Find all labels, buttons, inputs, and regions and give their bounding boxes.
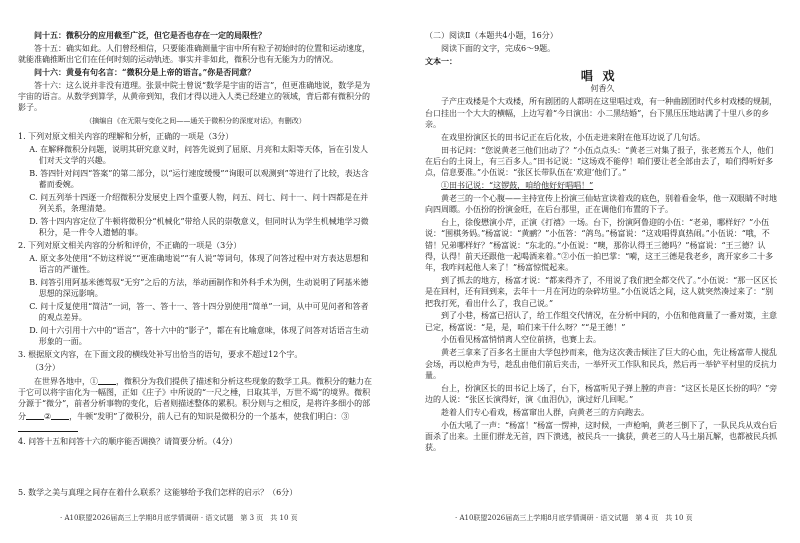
q2-option-a: A. 原文多处使用“不妨这样说”“更准确地说”“有人说”等词句，体现了问答过程中对方表达思想和语言的严谨性。 (29, 253, 369, 275)
page-3-column (18, 30, 373, 500)
story-paragraph: 田书记问：“您说黄老三他们出动了？”小伍点点头：“黄老三对集了报子，张老蔫五个人，他们在后台的土岗上，有三百多人。”田书记说：“这场戏不能停！咱们要让老全部由去了，咱们得听好多点，信息要准。”小伍说：“张区长带队伍在‘欢迎’他们了。” (425, 145, 774, 178)
page-4-column (425, 30, 780, 455)
blank-3[interactable]: ③ (18, 412, 349, 433)
reading-instruction: 阅读下面的文字，完成6～9题。 (441, 43, 556, 53)
a15-paragraph: 答十五：确实如此。人们曾经相信，只要能准确测量宇宙中所有粒子初始时的位置和运动速度，就能准确推断出它们在任何时刻的运动轨迹。事实并非如此，微积分也有无能为力的情况。 (18, 43, 370, 65)
story-paragraph: 小伍看见杨富悄悄离人空位前挤，也赛上去。 (441, 335, 601, 345)
question-2: 2. 下列对原文相关内容的分析和评价，不正确的一项是（3分） (18, 241, 242, 251)
blank-2[interactable]: ② (26, 412, 69, 421)
q16-heading: 问十六：黄曼有句名言：“微积分是上帝的语言。”你是否同意？ (34, 66, 256, 77)
q2-option-d: D. 问十六引用十六中的“语言”，答十六中的“影子”，都在有比喻意味，体现了问答对话语言生动形象的一面。 (29, 326, 369, 347)
q3-passage: 在世界各地中，① ，微积分为我们提供了描述和分析这些现象的数学工具。微积分的魅力在于它可以将宇宙化为一幅图，正如《庄子》中所说的“一尺之棰，日取其半，万世不竭”的境界。微积分源于“微分”，前者分析事物的变化，后者则描述整体的累积。积分则与之相反，是将许多细小的部分 ② ，牛顿“发明”了微积分，前人已有的知识是微积分的一个基本，使我们明白：③ (18, 375, 373, 434)
page-4-footer: · A10联盟2026届高三上学期8月底学情调研 · 语文试题 第 4 页 共 10 页 (455, 514, 693, 522)
question-1: 1. 下列对原文相关内容的理解和分析，正确的一项是（3分） (18, 131, 234, 141)
section-heading: （二）阅读Ⅱ（本题共4小题，16分） (425, 31, 558, 40)
q1-option-c: C. 问五列举十四逐一介绍微积分发展史上四个重要人物，问五、问七、问十一、问十四都是在并列关系，条理清楚。 (29, 192, 369, 214)
q2-option-b: B. 问答引用阿基米德驾驭“无穷”之后的方法，举动画制作和外科手术为例，生动说明了阿基米德思想的深远影响。 (29, 277, 369, 299)
story-title: 唱戏 (580, 68, 625, 83)
story-paragraph: 在戏里扮演区长的田书记正在后化妆，小伍走进来附在他耳边说了几句话。 (441, 132, 705, 142)
q15-heading: 问十五：微积分的应用截至广泛，但它是否也存在一定的局限性？ (34, 30, 266, 40)
blank-1[interactable]: ① (90, 377, 116, 386)
story-paragraph: 台上，徐俊懋演小芹，正演《打禧》一场。台下，扮演阿鲁迎的小伍：“老弟，哪样好？”小伍说：“围棋务妈。”杨富说：“黄鹂？”小伍答：“鸽鸟。”杨富说：“这戏唱得真热闹。”小伍说：“哦，不错！兄弟哪样好？”杨富说：“东北的。”小伍说：“噢，那你认得王三德吗？”杨富说：“王三德？认得，认得！前天还跟他一起喝酒来着。”②小伍一拍巴掌：“嗬，这王三德是我老乡，离开家乡二十多年，我咋问起他人来了！”杨富惊慌起来。 (425, 217, 774, 273)
story-paragraph: 小伍大吼了一声：“杨富！”杨富一愣神，这时候，一声枪响，黄老三倒下了，一队民兵从戏台后面杀了出来。土匪们群龙无首，四下溃逃，被民兵一一擒获，黄老三的人马土崩瓦解，也都被民兵抓获。 (425, 420, 778, 453)
q1-option-d: D. 答十四内容定位了牛顿将微积分“机械化”带给人民的崇敬意义，但同时认为学生机械地学习微积分，是一件令人遗憾的事。 (29, 216, 369, 238)
page-3-footer: · A10联盟2026届高三上学期8月底学情调研 · 语文试题 第 3 页 共 10 页 (60, 514, 298, 522)
story-paragraph: 趁着人们专心看戏，杨富窜出人群，向黄老三的方向跑去。 (441, 407, 649, 417)
story-paragraph: 黄老三拿来了百多名土匪由大学包抄而来，他为这次袭击倾注了巨大的心血，先让杨富带人搅乱会场，再以枪声为号，趁乱由他们前后夹击，一举歼灭工作队和民兵，然后再一举铲平村里的反抗力量。 (425, 348, 777, 380)
story-paragraph: 台上，扮演区长的田书记上场了，台下，杨富听见子弹上膛的声音：“这区长是区长扮的吗？”旁边的人说：“张区长演得好，演《血泪仇》，演过好几回呢。” (425, 383, 778, 404)
story-paragraph: 黄老三的一个心腹——主持宣传上扮演三仙姑宣读着戏的底色，别着看金华，他一双眼睛不时地向四周瞟。小伍扮的扮演金旺，在后台那里，正在调他们布置的下子。 (425, 193, 777, 215)
q3-score: （3分） (30, 363, 60, 373)
story-paragraph: 到了抓去的地方，杨富才说：“都来得齐了，不用说了我们把全都交代了。”小伍说：“那一区区长是在回村，还有回到来，去年十一月在河边的杂碎坊里。”小伍说话之间，这人就突然凑过来了：“别把我打死，看出什么了，我自己说。” (425, 275, 778, 308)
q1-option-a: A. 在解释微积分问题，说明其研究意义时，问答先说到了屈原、月亮和太阳等天体，旨在引发人们对天文学的兴趣。 (29, 144, 369, 165)
story-paragraph-underlined-1: ①田书记说：“这锣鼓，咱给他好好唱唱！” (441, 181, 594, 191)
question-4: 4. 问答十五和问答十六的顺序能否调换？请简要分析。（4分） (18, 436, 238, 446)
story-paragraph: 子产庄戏楼是个大戏楼，所有剧团的人都明在这里唱过戏，有一种曲剧团时代乡村戏楼的规制，台口挂出一个大大的横幅，上边写着“今日演出：小二黑结婚”，台下黑压压地站满了十里八乡的乡亲。 (425, 97, 777, 130)
a16-paragraph: 答十六：这么说并非没有道理。张景中院士曾说“数学是宇宙的语言”，但更准确地说，数学是为宇宙的语言。从数学到算学，从黄帝到知，我们才得以进入人类已经建立的领域，背后都有微积分的影子。 (18, 80, 371, 113)
question-5: 5. 数学之美与真理之间存在着什么联系？这能够给予我们怎样的启示？（6分） (18, 488, 298, 498)
text-label: 文本一： (425, 55, 457, 66)
q1-option-b: B. 答四针对问四“答案”的第二部分，以“运行速度缓慢”“询眼可以观测到”等进行了比较，表达含蓄而委婉。 (29, 168, 369, 190)
story-paragraph: 到了小巷，杨富已招认了，给工作组交代情况，在分析中间的，小伍和他商量了一番对策，主意已定，杨富说：“是，是，咱们来干什么呀？”“是王德！” (425, 311, 777, 332)
question-3: 3. 根据原文内容，在下面文段的横线处补写出恰当的语句，要求不超过12个字。 (18, 350, 303, 360)
q2-option-c: C. 问十反复使用“简洁”一词，答一、答十一、答十四分别使用“简单”一词，从中可见问者和答者的观点差异。 (29, 302, 369, 323)
story-author: 何香久 (590, 84, 615, 94)
source-note: （摘编自《在无限与变化之间——通关于微积分的深度对话》，有删改） (85, 116, 306, 125)
